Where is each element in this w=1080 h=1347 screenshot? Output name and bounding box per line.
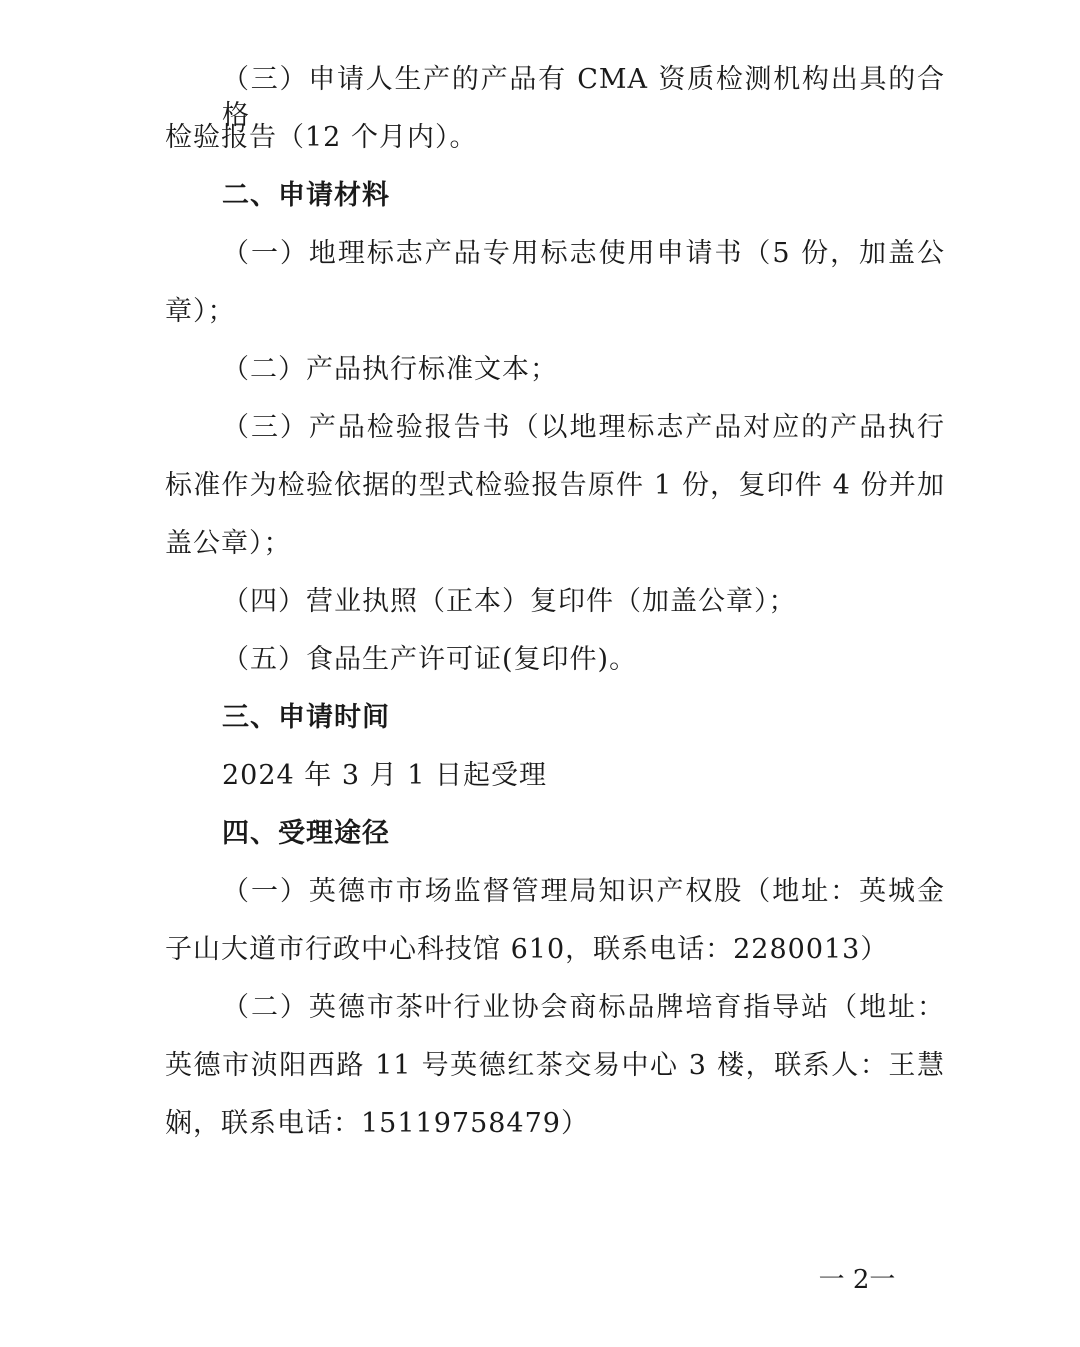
page-number: 一 2一 [818,1265,896,1295]
paragraph-channel-2-line-3: 娴，联系电话：15119758479） [165,1108,589,1139]
paragraph-channel-2-line-2: 英德市浈阳西路 11 号英德红茶交易中心 3 楼，联系人：王慧 [165,1050,945,1081]
paragraph-material-3-line-3: 盖公章）； [165,528,292,559]
section-heading-channels: 四、受理途径 [222,818,390,849]
paragraph-channel-1-line-2: 子山大道市行政中心科技馆 610，联系电话：2280013） [165,934,889,965]
section-heading-materials: 二、申请材料 [222,180,390,211]
paragraph-qualification-3-line-2: 检验报告（12 个月内）。 [165,122,478,153]
paragraph-application-date: 2024 年 3 月 1 日起受理 [222,760,547,791]
paragraph-channel-1-line-1: （一）英德市市场监督管理局知识产权股（地址：英城金 [222,876,945,907]
paragraph-qualification-3-line-1: （三）申请人生产的产品有 CMA 资质检测机构出具的合格 [222,64,945,131]
paragraph-material-1-line-1: （一）地理标志产品专用标志使用申请书（5 份，加盖公 [222,238,945,269]
section-heading-time: 三、申请时间 [222,702,390,733]
paragraph-channel-2-line-1: （二）英德市茶叶行业协会商标品牌培育指导站（地址： [222,992,945,1023]
paragraph-material-3-line-2: 标准作为检验依据的型式检验报告原件 1 份，复印件 4 份并加 [165,470,945,501]
paragraph-material-2: （二）产品执行标准文本； [222,354,558,385]
paragraph-material-5: （五）食品生产许可证(复印件)。 [222,644,638,675]
paragraph-material-1-line-2: 章）； [165,296,236,327]
paragraph-material-4: （四）营业执照（正本）复印件（加盖公章）； [222,586,797,617]
paragraph-material-3-line-1: （三）产品检验报告书（以地理标志产品对应的产品执行 [222,412,945,443]
